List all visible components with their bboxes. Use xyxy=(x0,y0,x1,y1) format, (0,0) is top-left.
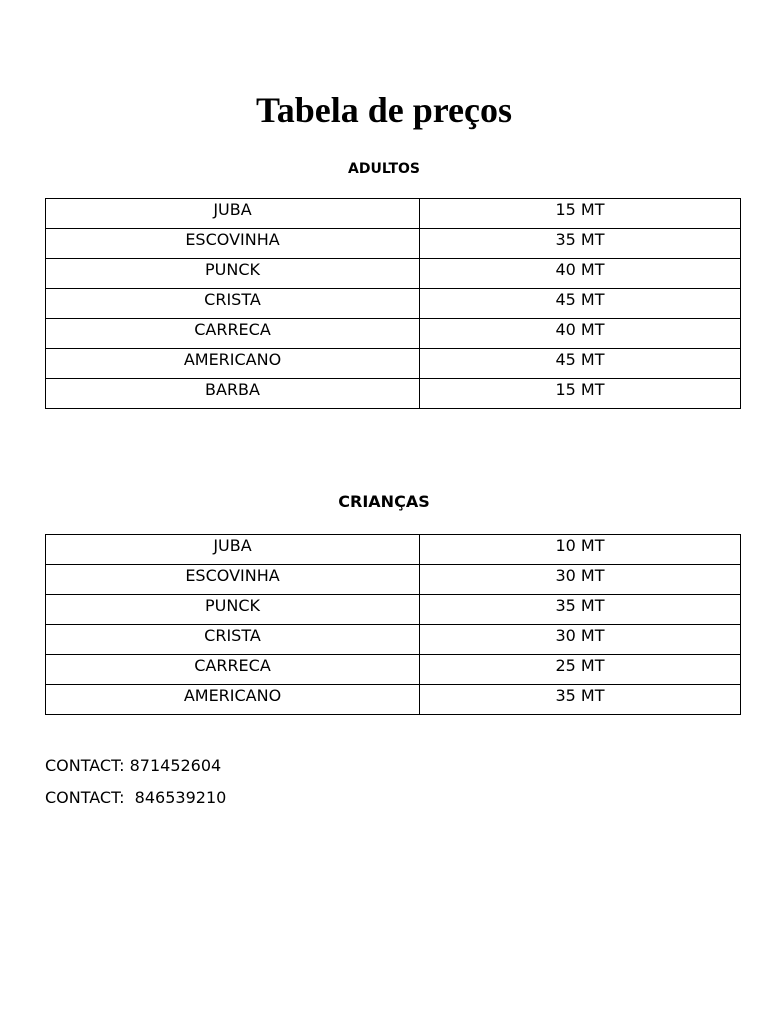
service-name: AMERICANO xyxy=(46,685,420,715)
table-row xyxy=(46,565,741,595)
service-price: 30 MT xyxy=(420,565,741,595)
service-name: PUNCK xyxy=(46,595,420,625)
table-row xyxy=(46,685,741,715)
service-price: 40 MT xyxy=(420,259,741,289)
service-name: JUBA xyxy=(46,199,420,229)
service-price: 35 MT xyxy=(420,595,741,625)
table-row xyxy=(46,535,741,565)
table-row xyxy=(46,199,741,229)
service-name: AMERICANO xyxy=(46,349,420,379)
service-price: 45 MT xyxy=(420,289,741,319)
service-price: 25 MT xyxy=(420,655,741,685)
service-name: CARRECA xyxy=(46,319,420,349)
table-row xyxy=(46,625,741,655)
service-price: 15 MT xyxy=(420,379,741,409)
service-name: CRISTA xyxy=(46,625,420,655)
service-price: 35 MT xyxy=(420,229,741,259)
table-row xyxy=(46,655,741,685)
table-row xyxy=(46,319,741,349)
service-price: 10 MT xyxy=(420,535,741,565)
table-row xyxy=(46,595,741,625)
service-name: PUNCK xyxy=(46,259,420,289)
adultos-heading: ADULTOS xyxy=(348,161,420,177)
service-name: ESCOVINHA xyxy=(46,229,420,259)
criancas-heading: CRIANÇAS xyxy=(338,492,430,511)
table-row xyxy=(46,259,741,289)
service-price: 40 MT xyxy=(420,319,741,349)
service-name: CARRECA xyxy=(46,655,420,685)
service-price: 30 MT xyxy=(420,625,741,655)
table-row xyxy=(46,289,741,319)
table-row xyxy=(46,229,741,259)
service-price: 45 MT xyxy=(420,349,741,379)
service-price: 15 MT xyxy=(420,199,741,229)
table-row xyxy=(46,349,741,379)
page-title: Tabela de preços xyxy=(255,90,513,130)
service-name: BARBA xyxy=(46,379,420,409)
service-name: CRISTA xyxy=(46,289,420,319)
contact-line: CONTACT: 871452604 xyxy=(45,756,222,775)
service-price: 35 MT xyxy=(420,685,741,715)
criancas-price-table xyxy=(45,534,741,715)
contact-line: CONTACT: 846539210 xyxy=(45,788,227,807)
service-name: JUBA xyxy=(46,535,420,565)
service-name: ESCOVINHA xyxy=(46,565,420,595)
adultos-price-table xyxy=(45,198,741,409)
table-row xyxy=(46,379,741,409)
